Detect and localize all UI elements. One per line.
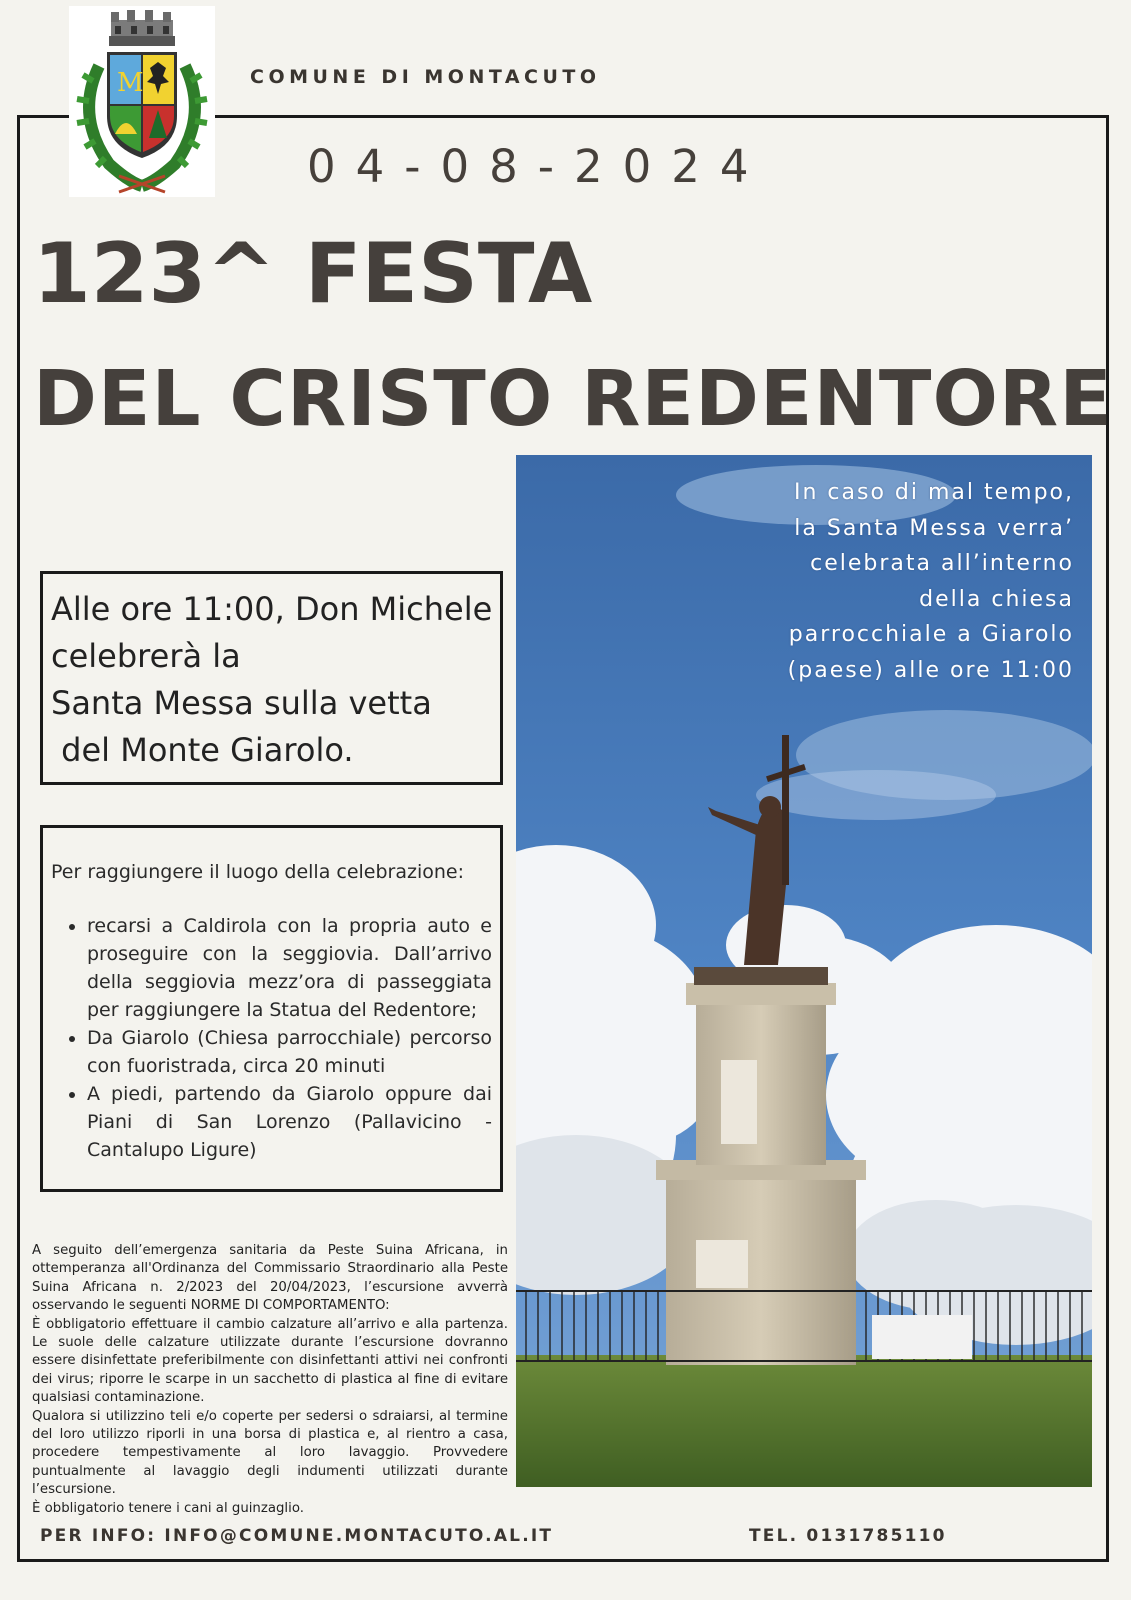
weather-line: della chiesa [919, 586, 1074, 612]
coat-of-arms-icon [69, 6, 215, 197]
mass-line: Santa Messa sulla vetta [51, 684, 432, 722]
mass-announcement-box [40, 571, 503, 785]
event-title-line-1: 123^ FESTA [33, 225, 593, 322]
directions-list [51, 912, 492, 1164]
weather-line: (paese) alle ore 11:00 [787, 657, 1074, 683]
notice-paragraph: È obbligatorio tenere i cani al guinzaglio. [32, 1500, 304, 1516]
directions-item: • Da Giarolo (Chiesa parrocchiale) percorso con fuoristrada, circa 20 minuti [87, 1024, 492, 1080]
health-notice [32, 1242, 508, 1518]
svg-text:M: M [117, 68, 144, 98]
mass-line: del Monte Giarolo. [51, 731, 354, 769]
directions-intro: Per raggiungere il luogo della celebrazione: [51, 861, 465, 883]
weather-line: parrocchiale a Giarolo [788, 622, 1074, 647]
mass-line: Alle ore 11:00, Don Michele [51, 590, 493, 628]
bad-weather-notice [734, 475, 1074, 688]
weather-line: celebrata all’interno [810, 551, 1074, 576]
contact-email: PER INFO: INFO@COMUNE.MONTACUTO.AL.IT [40, 1526, 554, 1546]
redeemer-statue-photo [516, 455, 1092, 1487]
weather-line: In caso di mal tempo, [793, 480, 1074, 505]
municipality-name: COMUNE DI MONTACUTO [250, 66, 601, 88]
event-date: 04-08-2024 [307, 140, 769, 193]
notice-paragraph: Qualora si utilizzino teli e/o coperte per sedersi o sdraiarsi, al termine del loro utilizzo riporli in una borsa di plastica e, al rientro a casa, procedere tempestivamente al loro lavaggio. Provvedere puntualmente al lavaggio degli indumenti utilizzati durante l’escursione. [32, 1408, 508, 1498]
event-title-line-2: DEL CRISTO REDENTORE [33, 355, 1113, 444]
contact-phone: TEL. 0131785110 [749, 1526, 947, 1546]
mass-line: celebrerà la [51, 637, 241, 675]
weather-line: la Santa Messa verra’ [794, 515, 1074, 541]
directions-box [40, 825, 503, 1192]
notice-paragraph: A seguito dell’emergenza sanitaria da Peste Suina Africana, in ottemperanza all'Ordinanza del Commissario Straordinario alla Peste Suina Africana n. 2/2023 del 20/04/2023, l’escursione avverrà osservando le seguenti NORME DI COMPORTAMENTO: [32, 1243, 508, 1314]
notice-paragraph: È obbligatorio effettuare il cambio calzature all’arrivo e alla partenza. Le suole delle calzature utilizzate durante l’escursione dovranno essere disinfettate preferibilmente con disinfettanti attivi nei confronti dei virus; riporre le scarpe in un sacchetto di plastica al fine di evitare qualsiasi contaminazione. [32, 1316, 508, 1406]
directions-item: • recarsi a Caldirola con la propria auto e proseguire con la seggiovia. Dall’arrivo della seggiovia mezz’ora di passeggiata per raggiungere la Statua del Redentore; [87, 912, 492, 1024]
directions-item: • A piedi, partendo da Giarolo oppure dai Piani di San Lorenzo (Pallavicino - Cantalupo Ligure) [87, 1080, 492, 1164]
